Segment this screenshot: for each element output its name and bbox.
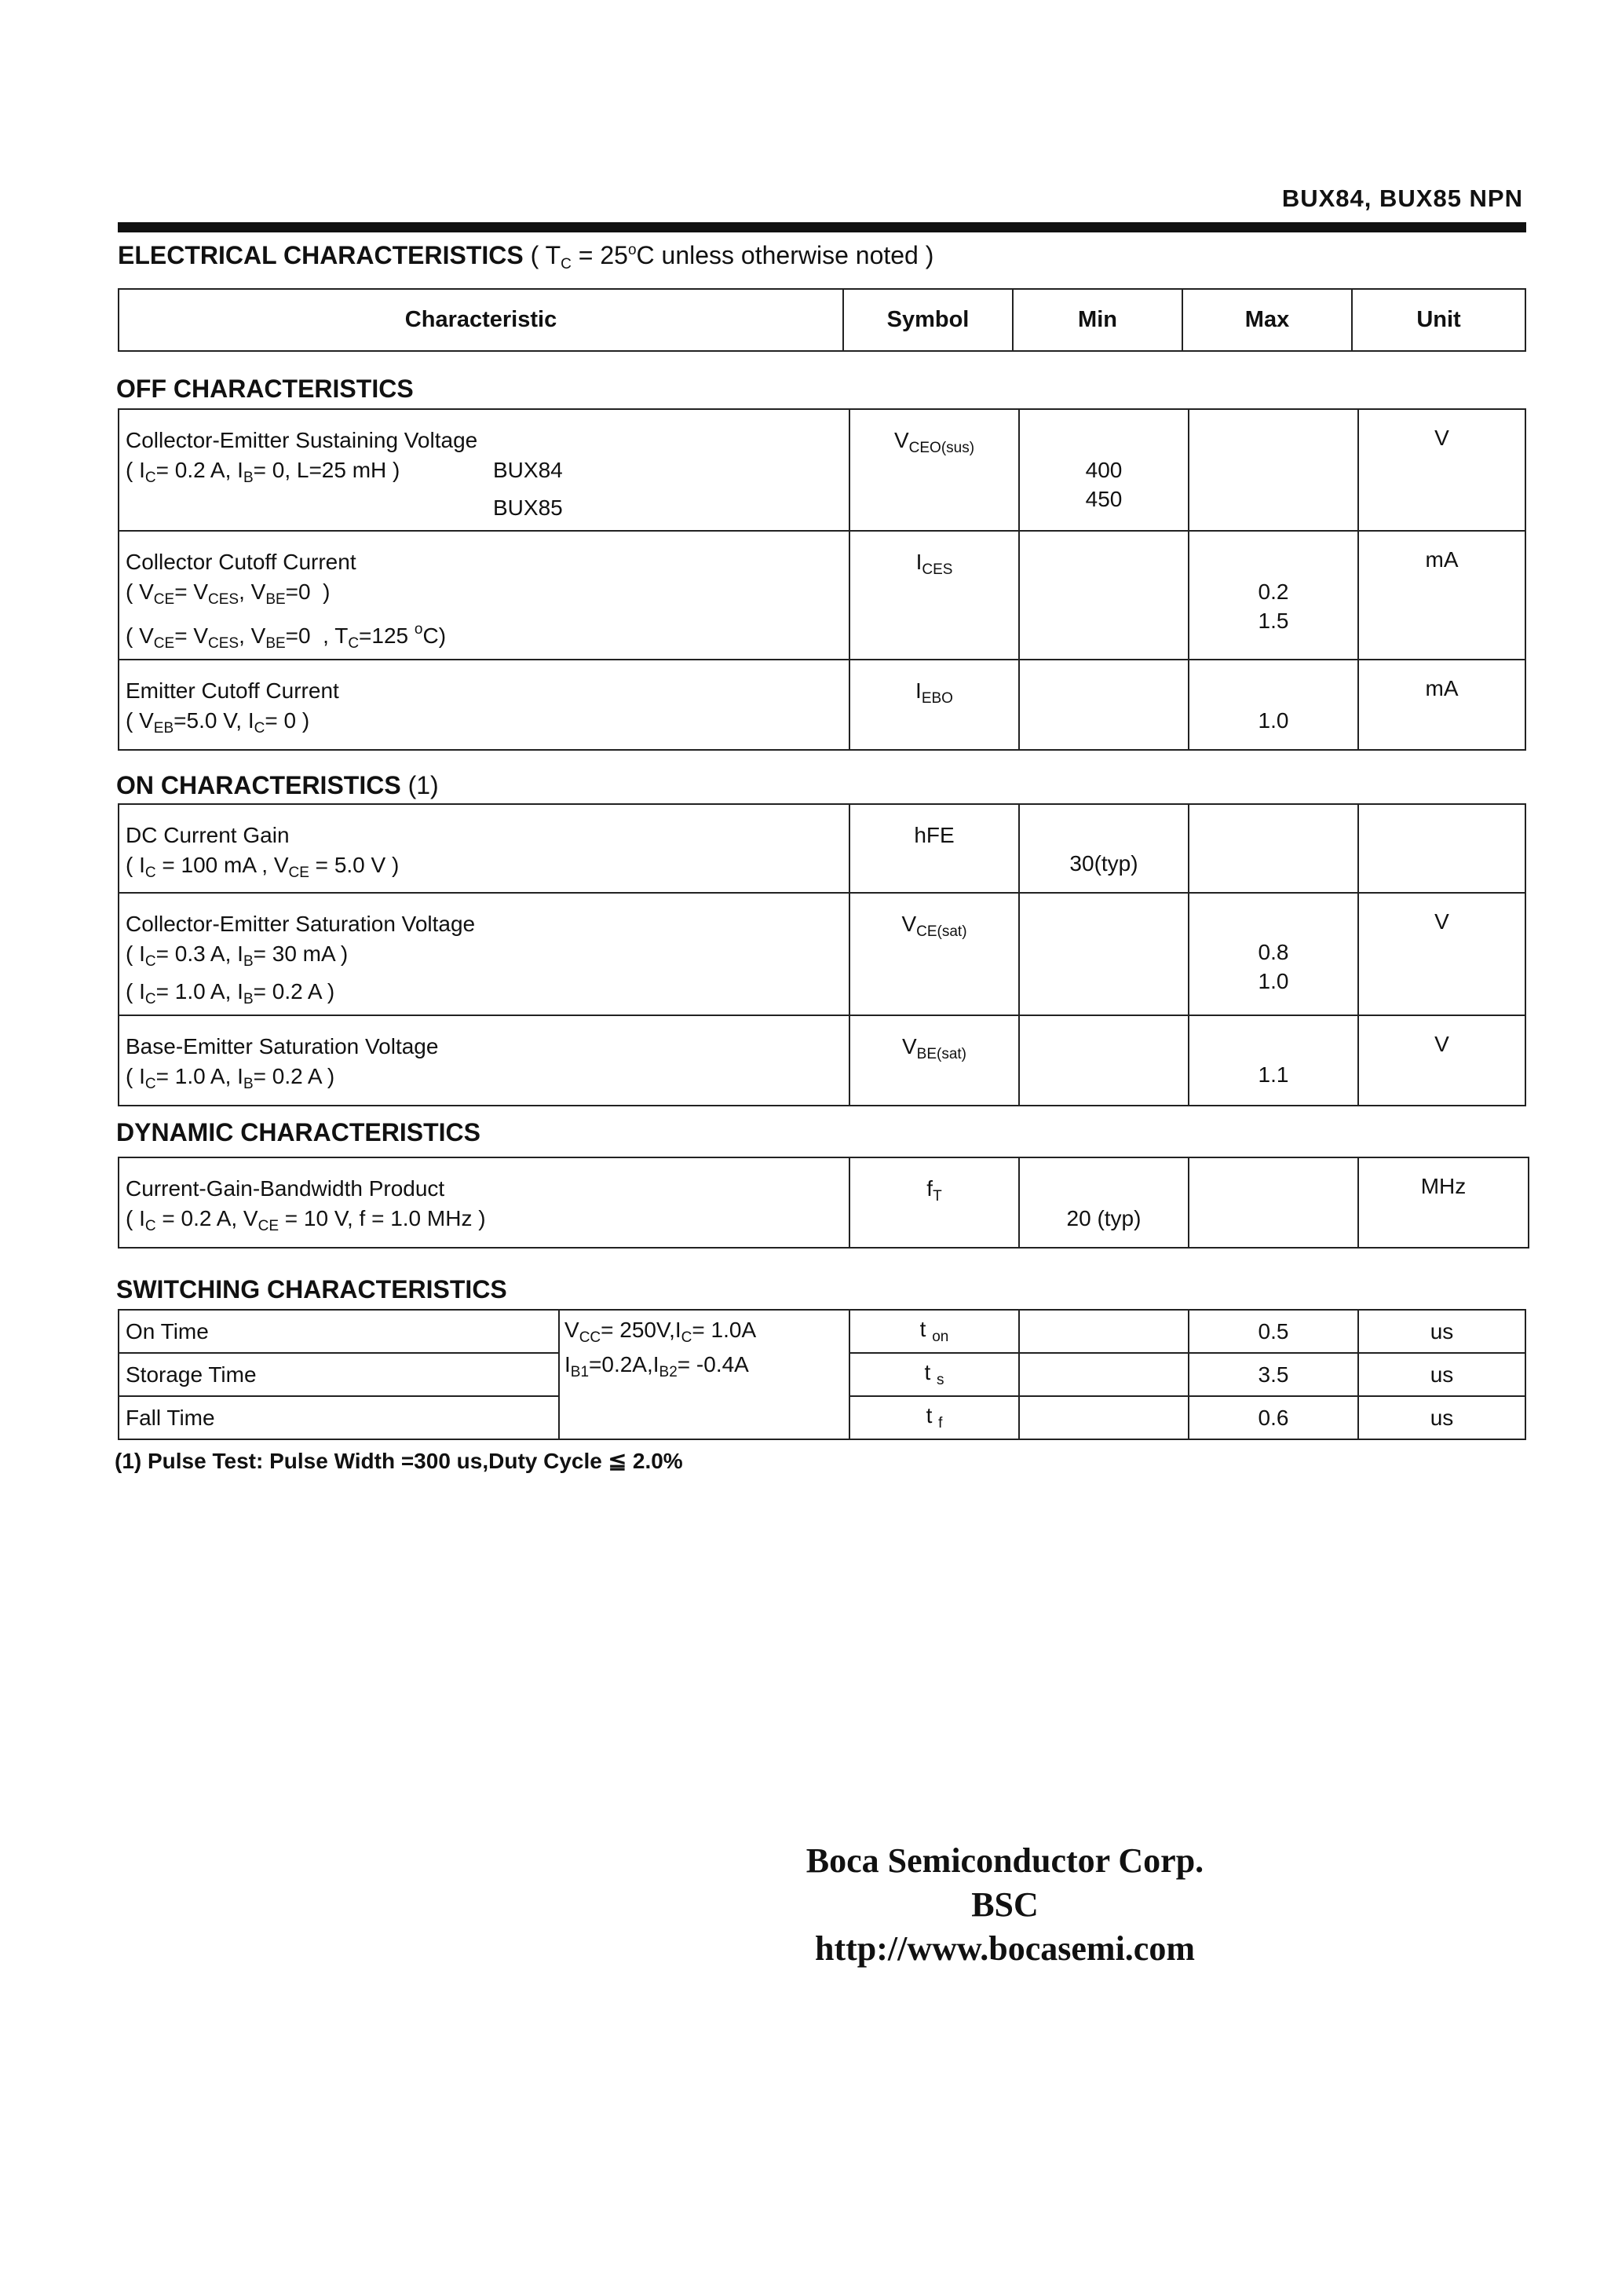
pulse-test-footnote: (1) Pulse Test: Pulse Width =300 us,Duty Cycle ≦ 2.0%: [115, 1449, 683, 1473]
symbol: $V_{CEO(sus)}$: [849, 409, 1019, 531]
section-dynamic-characteristics: DYNAMIC CHARACTERISTICS: [116, 1118, 480, 1146]
column-characteristic: Characteristic: [119, 289, 843, 351]
symbol: $V_{BE(sat)}$: [849, 1015, 1019, 1106]
column-unit: Unit: [1352, 289, 1525, 351]
unit: mA: [1358, 660, 1525, 750]
off-characteristics-table: [118, 408, 1526, 751]
characteristic-name: Collector-Emitter Sustaining Voltage: [126, 428, 478, 452]
max-value: 1.0: [1258, 708, 1289, 733]
test-condition: ( $V_{CE}= V_{CES}$, $V_{BE}=0$ , $T_C=125$ $^o$C): [126, 621, 447, 652]
unit: V: [1358, 1015, 1525, 1106]
min-value: 400: [1085, 458, 1123, 482]
min-value: 20 (typ): [1066, 1206, 1142, 1230]
max-value: 0.6: [1189, 1396, 1358, 1439]
symbol: $f_T$: [849, 1157, 1019, 1248]
characteristic-name: Emitter Cutoff Current: [126, 678, 339, 703]
unit: mA: [1358, 531, 1525, 660]
symbol: t $_s$: [849, 1353, 1019, 1396]
unit: V: [1358, 409, 1525, 531]
switching-test-condition: $V_{CC}= 250V,I_C= 1.0A$ $I_{B1}=0.2A,I_{B2}= -0.4A$: [559, 1310, 849, 1439]
test-condition: ( $T_C = 25^oC$ unless otherwise noted ): [530, 241, 934, 272]
max-value: 1.0: [1258, 969, 1289, 993]
switching-characteristics-table: [118, 1309, 1526, 1440]
max-value: 0.8: [1258, 940, 1289, 964]
section-off-characteristics: OFF CHARACTERISTICS: [116, 375, 414, 403]
table-row: [119, 1310, 1525, 1353]
min-value: 450: [1085, 487, 1123, 511]
header-rule: [118, 222, 1526, 232]
symbol: $V_{CE(sat)}$: [849, 893, 1019, 1015]
characteristic-name: DC Current Gain: [126, 823, 290, 847]
max-value: 1.5: [1258, 609, 1289, 633]
device-bux85: BUX85: [493, 495, 563, 520]
test-condition: ( $I_C= 0.2$ A, $I_B= 0$, L=25 mH ): [126, 458, 400, 486]
min-value: 30(typ): [1069, 851, 1138, 876]
table-row: [119, 804, 1525, 893]
symbol: hFE: [849, 804, 1019, 893]
test-condition: ( $V_{CE}= V_{CES}$, $V_{BE}=0$ ): [126, 579, 331, 608]
max-value: 0.5: [1189, 1310, 1358, 1353]
electrical-characteristics-title: ELECTRICAL CHARACTERISTICS ( $T_C = 25^oC$ unless otherwise noted ): [118, 241, 934, 272]
table-row: [119, 660, 1525, 750]
unit: V: [1358, 893, 1525, 1015]
unit: us: [1358, 1396, 1525, 1439]
max-value: 3.5: [1189, 1353, 1358, 1396]
max-value: 0.2: [1258, 579, 1289, 604]
unit: MHz: [1358, 1157, 1529, 1248]
characteristic-name: Current-Gain-Bandwidth Product: [126, 1176, 445, 1201]
symbol: t $_{on}$: [849, 1310, 1019, 1353]
column-min: Min: [1013, 289, 1182, 351]
device-bux84: BUX84: [493, 458, 563, 482]
test-condition: ( $I_C = 0.2$ A, $V_{CE} = 10$ V, f = 1.0 MHz ): [126, 1206, 486, 1234]
characteristic-name: On Time: [119, 1310, 559, 1353]
dynamic-characteristics-table: [118, 1157, 1529, 1249]
unit: us: [1358, 1353, 1525, 1396]
table-row: [119, 893, 1525, 1015]
footer-url: http://www.bocasemi.com: [815, 1929, 1195, 1968]
column-symbol: Symbol: [843, 289, 1013, 351]
symbol: $I_{EBO}$: [849, 660, 1019, 750]
test-condition: ( $I_C= 0.3$ A, $I_B= 30$ mA ): [126, 941, 349, 970]
table-row: [119, 409, 1525, 531]
characteristic-name: Fall Time: [119, 1396, 559, 1439]
characteristic-name: Collector Cutoff Current: [126, 550, 356, 574]
table-row: [119, 1157, 1529, 1248]
table-row: [119, 1015, 1525, 1106]
test-condition: ( $I_C= 1.0$ A, $I_B= 0.2$ A ): [126, 979, 335, 1007]
characteristic-name: Storage Time: [119, 1353, 559, 1396]
test-condition: ( $I_C = 100$ mA , $V_{CE} = 5.0$ V ): [126, 853, 400, 881]
part-numbers: BUX84, BUX85 NPN: [1281, 185, 1523, 212]
characteristic-name: Collector-Emitter Saturation Voltage: [126, 912, 476, 936]
symbol: $I_{CES}$: [849, 531, 1019, 660]
characteristic-name: Base-Emitter Saturation Voltage: [126, 1034, 439, 1058]
section-on-characteristics: ON CHARACTERISTICS (1): [116, 771, 439, 799]
footer-abbreviation: BSC: [971, 1885, 1039, 1924]
test-condition: ( $V_{EB}=5.0$ V, $I_C= 0$ ): [126, 708, 310, 737]
symbol: t $_f$: [849, 1396, 1019, 1439]
column-max: Max: [1182, 289, 1352, 351]
section-switching-characteristics: SWITCHING CHARACTERISTICS: [116, 1275, 507, 1303]
characteristics-header-table: [118, 288, 1526, 352]
unit: us: [1358, 1310, 1525, 1353]
on-characteristics-table: [118, 803, 1526, 1106]
max-value: 1.1: [1258, 1062, 1289, 1087]
table-row: [119, 531, 1525, 660]
footer-company: Boca Semiconductor Corp.: [806, 1841, 1204, 1880]
test-condition: ( $I_C= 1.0$ A, $I_B= 0.2$ A ): [126, 1064, 335, 1092]
